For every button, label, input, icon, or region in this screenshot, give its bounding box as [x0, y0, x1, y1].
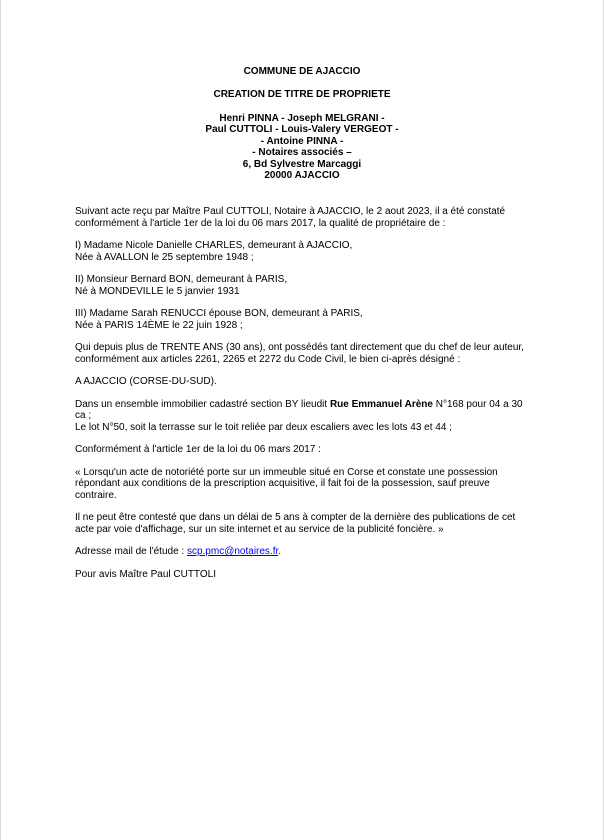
notaries-block — [1, 113, 603, 182]
owner-line: Née à AVALLON le 25 septembre 1948 ; — [75, 251, 254, 263]
owner-line: III) Madame Sarah RENUCCI épouse BON, demeurant à PARIS, — [75, 308, 363, 319]
signature: Pour avis Maître Paul CUTTOLI — [75, 568, 216, 580]
notaries-line: - Notaires associés – — [252, 147, 352, 158]
owner-line: II) Monsieur Bernard BON, demeurant à PARIS, — [75, 274, 288, 285]
quote-line: « Lorsqu'un acte de notoriété porte sur un immeuble situé en Corse et constate une possession — [75, 466, 498, 478]
cadastre-line — [75, 399, 545, 411]
commune-title: COMMUNE DE AJACCIO — [243, 66, 361, 77]
intro-line: conformément à l'article 1er de la loi du 06 mars 2017, la qualité de propriétaire de : — [75, 217, 446, 229]
notaries-line: Henri PINNA - Joseph MELGRANI - — [219, 112, 385, 124]
possession-line: Qui depuis plus de TRENTE ANS (30 ans), ont possédés tant directement que du chef de leur auteur, — [75, 342, 524, 353]
email-end: . — [278, 546, 282, 557]
email-label: Adresse mail de l'étude : — [75, 546, 187, 557]
quote-paragraph-2 — [75, 512, 545, 535]
cadastre-suffix: N°168 pour 04 a 30 — [432, 398, 523, 410]
document-title: CREATION DE TITRE DE PROPRIETE — [213, 88, 391, 100]
location-paragraph: A AJACCIO (CORSE-DU-SUD). — [75, 376, 217, 387]
notaries-address: 6, Bd Sylvestre Marcaggi — [242, 158, 362, 170]
intro-paragraph — [75, 206, 545, 229]
email-link[interactable]: scp.pmc@notaires.fr — [186, 546, 279, 557]
possession-paragraph — [75, 342, 545, 365]
quote-line: répondant aux conditions de la prescription acquisitive, il fait foi de la possession, sauf preuve — [75, 478, 490, 489]
notaries-line: Paul CUTTOLI - Louis-Valery VERGEOT - — [205, 124, 399, 135]
notaries-city: 20000 AJACCIO — [264, 170, 340, 181]
owner-line: I) Madame Nicole Danielle CHARLES, demeurant à AJACCIO, — [75, 240, 353, 251]
owner-1 — [75, 240, 545, 263]
quote-line: Il ne peut être contesté que dans un délai de 5 ans à compter de la dernière des publications de cet — [75, 512, 516, 523]
document-header — [1, 66, 603, 182]
notaries-line: - Antoine PINNA - — [260, 135, 344, 147]
owner-line: Née à PARIS 14ÈME le 22 juin 1928 ; — [75, 319, 243, 331]
cadastre-prefix: Dans un ensemble immobilier cadastré section BY lieudit — [75, 398, 330, 410]
owner-2 — [75, 274, 545, 297]
conformement-paragraph: Conformément à l'article 1er de la loi du 06 mars 2017 : — [75, 444, 321, 455]
email-paragraph — [75, 546, 545, 558]
cadastre-continuation: ca ; — [75, 410, 92, 421]
lot-description: Le lot N°50, soit la terrasse sur le toit reliée par deux escaliers avec les lots 43 et 44 ; — [75, 421, 452, 433]
owner-line: Né à MONDEVILLE le 5 janvier 1931 — [75, 285, 240, 297]
intro-line: Suivant acte reçu par Maître Paul CUTTOLI, Notaire à AJACCIO, le 2 aout 2023, il a été constaté — [75, 206, 506, 217]
possession-line: conformément aux articles 2261, 2265 et 2272 du Code Civil, le bien ci-après désigné : — [75, 353, 461, 365]
cadastre-street: Rue Emmanuel Arène — [329, 398, 433, 410]
quote-line: contraire. — [75, 489, 117, 501]
document-body — [75, 206, 545, 591]
quote-paragraph-1 — [75, 467, 545, 502]
owner-3 — [75, 308, 545, 331]
cadastre-paragraph — [75, 399, 545, 434]
quote-line: acte par voie d'affichage, sur un site internet et au service de la publicité foncière. » — [75, 523, 444, 535]
